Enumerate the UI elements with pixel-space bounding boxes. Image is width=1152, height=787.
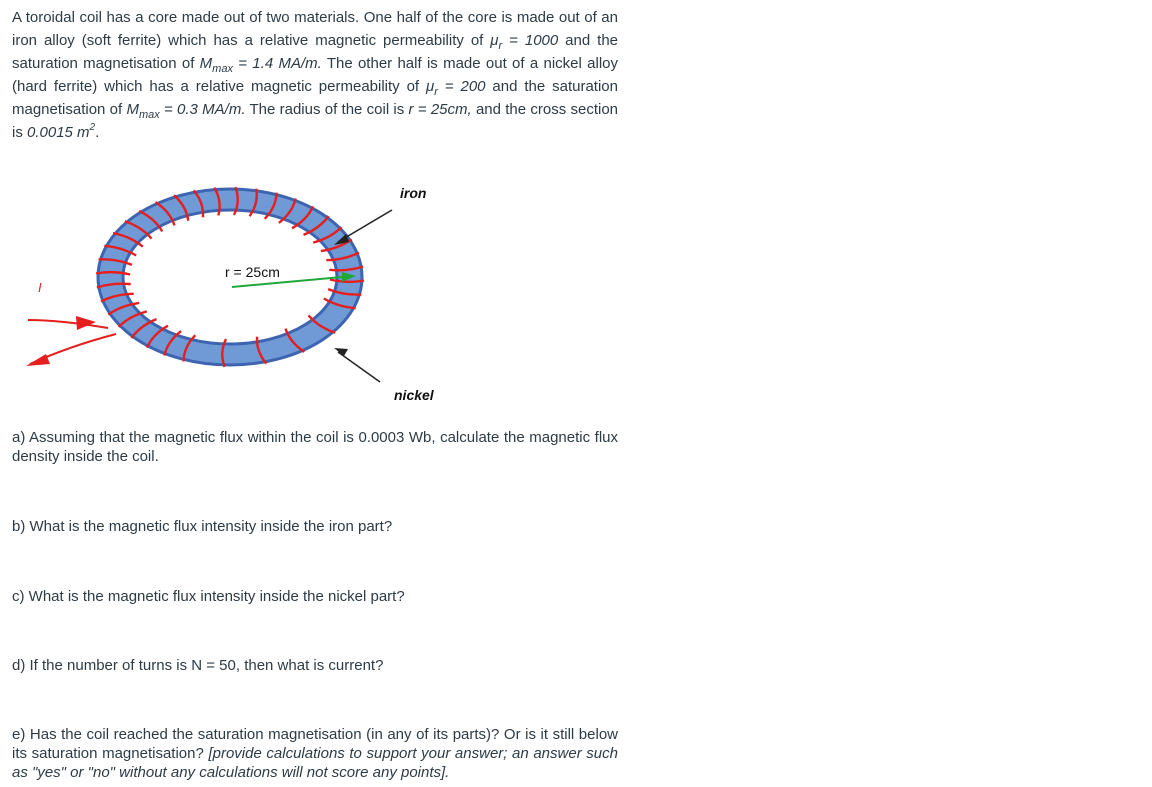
question-b: b) What is the magnetic flux intensity inside the iron part? xyxy=(12,518,393,535)
question-e: e) Has the coil reached the saturation magnetisation (in any of its parts)? Or is it still below its saturation magnetisation? [provide calculations to support your answer; an answer such as "yes" or "no" without any calculations will not score any points]. xyxy=(12,726,618,781)
mu-r-iron: $\mu_r = 1000$ xyxy=(490,32,559,52)
mu-r-nickel: $\mu_r = 200$ xyxy=(426,78,486,98)
iron-label: iron xyxy=(400,185,427,201)
radius-value: r = 25cm, xyxy=(408,101,472,118)
cross-section-value: 0.0015 $m^2$ xyxy=(27,122,96,141)
nickel-pointer xyxy=(338,352,380,382)
question-d: d) If the number of turns is N = 50, then what is current? xyxy=(12,657,384,674)
question-c: c) What is the magnetic flux intensity inside the nickel part? xyxy=(12,588,405,605)
radius-label: r = 25cm xyxy=(225,264,280,280)
question-a: a) Assuming that the magnetic flux within the coil is 0.0003 Wb, calculate the magnetic flux density inside the coil. xyxy=(12,429,618,465)
problem-statement: A toroidal coil has a core made out of two materials. One half of the core is made out of an iron alloy (soft ferrite) which has a relative magnetic permeability of $\mu_r = 1000$ and the saturation magnetisation of $M_{max} = 1.4$ MA/m. The other half is made out of a nickel alloy (hard ferrite) which has a relative magnetic permeability of $\mu_r = 200$ and the saturation magnetisation of $M_{max} = 0.3$ MA/m. The radius of the coil is r = 25cm, and the cross section is 0.0015 $m^2$. xyxy=(12,9,619,141)
m-max-iron: $M_{max} = 1.4$ MA/m. xyxy=(199,55,322,75)
current-out-arrow xyxy=(26,354,50,366)
toroid-figure xyxy=(20,170,460,410)
nickel-label: nickel xyxy=(394,387,434,403)
current-in-lead xyxy=(28,320,108,328)
current-in-arrow xyxy=(76,316,96,330)
m-max-nickel: $M_{max} = 0.3$ MA/m. xyxy=(126,101,246,121)
question-e-note: [provide calculations to support your answer; an answer such as "yes" or "no" without any calculations will not score any points]. xyxy=(12,745,618,781)
current-label: I xyxy=(38,280,42,295)
